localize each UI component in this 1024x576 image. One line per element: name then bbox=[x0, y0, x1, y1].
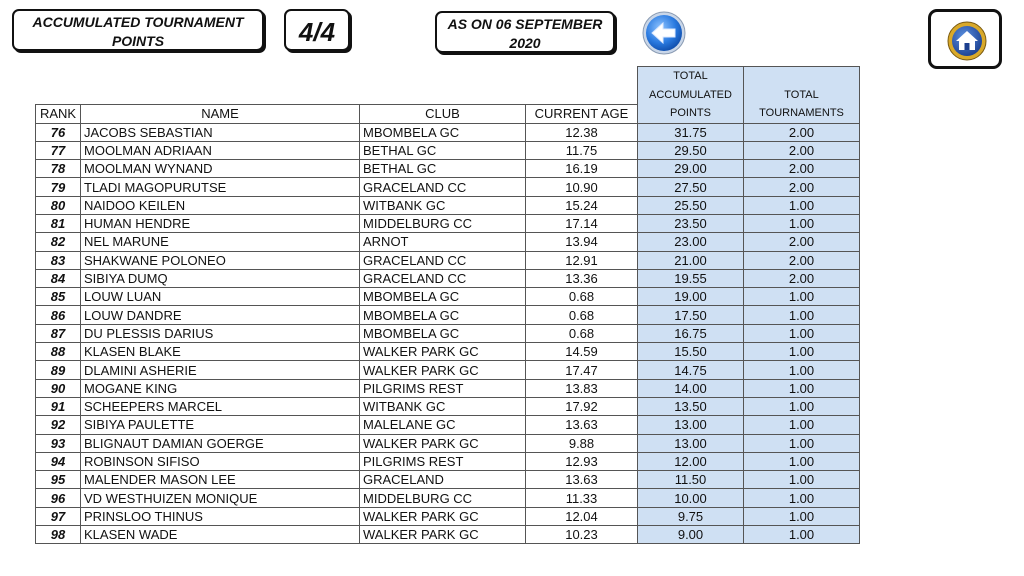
rank-cell: 95 bbox=[36, 471, 81, 489]
header-points-line-3: POINTS bbox=[638, 104, 744, 123]
rank-cell: 80 bbox=[36, 196, 81, 214]
club-cell: GRACELAND CC bbox=[360, 178, 526, 196]
rank-cell: 93 bbox=[36, 434, 81, 452]
age-cell: 14.59 bbox=[526, 343, 638, 361]
table-row bbox=[36, 324, 860, 342]
rank-cell: 89 bbox=[36, 361, 81, 379]
rank-cell: 83 bbox=[36, 251, 81, 269]
name-cell: SIBIYA DUMQ bbox=[81, 269, 360, 287]
points-cell: 9.75 bbox=[638, 507, 744, 525]
rank-cell: 87 bbox=[36, 324, 81, 342]
tournaments-cell: 2.00 bbox=[744, 160, 860, 178]
title-line-2: POINTS bbox=[111, 33, 165, 49]
age-cell: 17.92 bbox=[526, 397, 638, 415]
table-row bbox=[36, 196, 860, 214]
name-cell: JACOBS SEBASTIAN bbox=[81, 123, 360, 141]
tournaments-cell: 2.00 bbox=[744, 123, 860, 141]
club-cell: WALKER PARK GC bbox=[360, 343, 526, 361]
rank-cell: 78 bbox=[36, 160, 81, 178]
name-cell: SCHEEPERS MARCEL bbox=[81, 397, 360, 415]
club-cell: WALKER PARK GC bbox=[360, 361, 526, 379]
points-cell: 15.50 bbox=[638, 343, 744, 361]
name-cell: NEL MARUNE bbox=[81, 233, 360, 251]
table-row bbox=[36, 489, 860, 507]
club-cell: GRACELAND CC bbox=[360, 251, 526, 269]
club-cell: BETHAL GC bbox=[360, 160, 526, 178]
rank-cell: 82 bbox=[36, 233, 81, 251]
title-box bbox=[12, 9, 264, 51]
points-cell: 10.00 bbox=[638, 489, 744, 507]
club-cell: MBOMBELA GC bbox=[360, 288, 526, 306]
header-tournaments-top bbox=[744, 67, 860, 86]
table-body bbox=[36, 123, 860, 544]
points-cell: 19.55 bbox=[638, 269, 744, 287]
age-cell: 12.38 bbox=[526, 123, 638, 141]
tournaments-cell: 1.00 bbox=[744, 343, 860, 361]
table-row bbox=[36, 452, 860, 470]
tournaments-cell: 1.00 bbox=[744, 507, 860, 525]
age-cell: 12.93 bbox=[526, 452, 638, 470]
tournaments-cell: 1.00 bbox=[744, 288, 860, 306]
table-row bbox=[36, 306, 860, 324]
table-row bbox=[36, 343, 860, 361]
header-age: CURRENT AGE bbox=[526, 104, 638, 123]
name-cell: MALENDER MASON LEE bbox=[81, 471, 360, 489]
age-cell: 12.04 bbox=[526, 507, 638, 525]
name-cell: MOGANE KING bbox=[81, 379, 360, 397]
header-points-line-2: ACCUMULATED bbox=[638, 86, 744, 105]
points-cell: 16.75 bbox=[638, 324, 744, 342]
tournaments-cell: 1.00 bbox=[744, 324, 860, 342]
age-cell: 13.63 bbox=[526, 416, 638, 434]
name-cell: PRINSLOO THINUS bbox=[81, 507, 360, 525]
date-line-2: 2020 bbox=[509, 35, 541, 51]
back-button[interactable] bbox=[641, 10, 687, 56]
date-line-1: AS ON 06 SEPTEMBER bbox=[447, 16, 603, 32]
page-indicator: 4/4 bbox=[284, 9, 350, 51]
rank-cell: 76 bbox=[36, 123, 81, 141]
points-cell: 13.00 bbox=[638, 416, 744, 434]
club-cell: GRACELAND CC bbox=[360, 269, 526, 287]
club-cell: ARNOT bbox=[360, 233, 526, 251]
club-cell: MBOMBELA GC bbox=[360, 324, 526, 342]
tournaments-cell: 1.00 bbox=[744, 214, 860, 232]
name-cell: DU PLESSIS DARIUS bbox=[81, 324, 360, 342]
age-cell: 13.63 bbox=[526, 471, 638, 489]
rank-cell: 97 bbox=[36, 507, 81, 525]
points-cell: 25.50 bbox=[638, 196, 744, 214]
tournaments-cell: 1.00 bbox=[744, 361, 860, 379]
header-tournaments-line-1: TOTAL bbox=[744, 86, 860, 105]
age-cell: 13.94 bbox=[526, 233, 638, 251]
age-cell: 0.68 bbox=[526, 306, 638, 324]
table-row bbox=[36, 526, 860, 544]
header-points-line-1: TOTAL bbox=[638, 67, 744, 86]
points-cell: 29.50 bbox=[638, 141, 744, 159]
age-cell: 13.83 bbox=[526, 379, 638, 397]
header-rank: RANK bbox=[36, 104, 81, 123]
table-row bbox=[36, 214, 860, 232]
points-cell: 14.75 bbox=[638, 361, 744, 379]
home-button[interactable] bbox=[928, 9, 1002, 69]
points-cell: 11.50 bbox=[638, 471, 744, 489]
table-row bbox=[36, 416, 860, 434]
age-cell: 0.68 bbox=[526, 288, 638, 306]
rank-cell: 90 bbox=[36, 379, 81, 397]
age-cell: 11.33 bbox=[526, 489, 638, 507]
points-cell: 21.00 bbox=[638, 251, 744, 269]
rank-cell: 92 bbox=[36, 416, 81, 434]
tournaments-cell: 1.00 bbox=[744, 489, 860, 507]
name-cell: DLAMINI ASHERIE bbox=[81, 361, 360, 379]
tournaments-cell: 1.00 bbox=[744, 471, 860, 489]
date-box bbox=[435, 11, 615, 53]
club-cell: WITBANK GC bbox=[360, 196, 526, 214]
table-row bbox=[36, 233, 860, 251]
rank-cell: 85 bbox=[36, 288, 81, 306]
tournaments-cell: 2.00 bbox=[744, 269, 860, 287]
table-row bbox=[36, 178, 860, 196]
table-row bbox=[36, 269, 860, 287]
name-cell: SHAKWANE POLONEO bbox=[81, 251, 360, 269]
club-cell: MBOMBELA GC bbox=[360, 123, 526, 141]
table-row bbox=[36, 507, 860, 525]
age-cell: 17.47 bbox=[526, 361, 638, 379]
table-row bbox=[36, 160, 860, 178]
club-cell: MBOMBELA GC bbox=[360, 306, 526, 324]
tournaments-cell: 1.00 bbox=[744, 452, 860, 470]
club-cell: PILGRIMS REST bbox=[360, 379, 526, 397]
rank-cell: 96 bbox=[36, 489, 81, 507]
table-row bbox=[36, 123, 860, 141]
name-cell: SIBIYA PAULETTE bbox=[81, 416, 360, 434]
name-cell: MOOLMAN ADRIAAN bbox=[81, 141, 360, 159]
tournaments-cell: 1.00 bbox=[744, 526, 860, 544]
table-row bbox=[36, 361, 860, 379]
home-icon bbox=[947, 21, 987, 61]
points-cell: 23.50 bbox=[638, 214, 744, 232]
age-cell: 10.90 bbox=[526, 178, 638, 196]
rank-cell: 94 bbox=[36, 452, 81, 470]
name-cell: HUMAN HENDRE bbox=[81, 214, 360, 232]
table-row bbox=[36, 288, 860, 306]
club-cell: WITBANK GC bbox=[360, 397, 526, 415]
club-cell: WALKER PARK GC bbox=[360, 507, 526, 525]
points-cell: 23.00 bbox=[638, 233, 744, 251]
points-cell: 19.00 bbox=[638, 288, 744, 306]
tournaments-cell: 1.00 bbox=[744, 416, 860, 434]
age-cell: 13.36 bbox=[526, 269, 638, 287]
club-cell: BETHAL GC bbox=[360, 141, 526, 159]
name-cell: MOOLMAN WYNAND bbox=[81, 160, 360, 178]
points-cell: 9.00 bbox=[638, 526, 744, 544]
rank-cell: 86 bbox=[36, 306, 81, 324]
header-name: NAME bbox=[81, 104, 360, 123]
ranking-table bbox=[35, 66, 860, 544]
name-cell: BLIGNAUT DAMIAN GOERGE bbox=[81, 434, 360, 452]
title-line-1: ACCUMULATED TOURNAMENT bbox=[32, 14, 244, 30]
points-cell: 14.00 bbox=[638, 379, 744, 397]
age-cell: 16.19 bbox=[526, 160, 638, 178]
tournaments-cell: 1.00 bbox=[744, 434, 860, 452]
name-cell: KLASEN WADE bbox=[81, 526, 360, 544]
tournaments-cell: 1.00 bbox=[744, 196, 860, 214]
name-cell: NAIDOO KEILEN bbox=[81, 196, 360, 214]
name-cell: LOUW DANDRE bbox=[81, 306, 360, 324]
tournaments-cell: 1.00 bbox=[744, 306, 860, 324]
age-cell: 12.91 bbox=[526, 251, 638, 269]
table-row bbox=[36, 379, 860, 397]
club-cell: WALKER PARK GC bbox=[360, 526, 526, 544]
club-cell: MALELANE GC bbox=[360, 416, 526, 434]
rank-cell: 79 bbox=[36, 178, 81, 196]
club-cell: WALKER PARK GC bbox=[360, 434, 526, 452]
age-cell: 0.68 bbox=[526, 324, 638, 342]
points-cell: 27.50 bbox=[638, 178, 744, 196]
rank-cell: 98 bbox=[36, 526, 81, 544]
tournaments-cell: 2.00 bbox=[744, 178, 860, 196]
points-cell: 29.00 bbox=[638, 160, 744, 178]
age-cell: 11.75 bbox=[526, 141, 638, 159]
rank-cell: 84 bbox=[36, 269, 81, 287]
tournaments-cell: 1.00 bbox=[744, 379, 860, 397]
points-cell: 12.00 bbox=[638, 452, 744, 470]
rank-cell: 91 bbox=[36, 397, 81, 415]
name-cell: LOUW LUAN bbox=[81, 288, 360, 306]
points-cell: 13.00 bbox=[638, 434, 744, 452]
table-row bbox=[36, 397, 860, 415]
age-cell: 15.24 bbox=[526, 196, 638, 214]
table-row bbox=[36, 251, 860, 269]
age-cell: 17.14 bbox=[526, 214, 638, 232]
tournaments-cell: 2.00 bbox=[744, 141, 860, 159]
table-row bbox=[36, 471, 860, 489]
back-arrow-icon bbox=[641, 10, 687, 56]
name-cell: KLASEN BLAKE bbox=[81, 343, 360, 361]
points-cell: 17.50 bbox=[638, 306, 744, 324]
points-cell: 13.50 bbox=[638, 397, 744, 415]
rank-cell: 77 bbox=[36, 141, 81, 159]
club-cell: MIDDELBURG CC bbox=[360, 489, 526, 507]
tournaments-cell: 2.00 bbox=[744, 251, 860, 269]
header-club: CLUB bbox=[360, 104, 526, 123]
name-cell: TLADI MAGOPURUTSE bbox=[81, 178, 360, 196]
header-tournaments-line-2: TOURNAMENTS bbox=[744, 104, 860, 123]
points-cell: 31.75 bbox=[638, 123, 744, 141]
rank-cell: 88 bbox=[36, 343, 81, 361]
name-cell: VD WESTHUIZEN MONIQUE bbox=[81, 489, 360, 507]
club-cell: GRACELAND bbox=[360, 471, 526, 489]
table-row bbox=[36, 434, 860, 452]
tournaments-cell: 2.00 bbox=[744, 233, 860, 251]
tournaments-cell: 1.00 bbox=[744, 397, 860, 415]
rank-cell: 81 bbox=[36, 214, 81, 232]
club-cell: MIDDELBURG CC bbox=[360, 214, 526, 232]
age-cell: 10.23 bbox=[526, 526, 638, 544]
table-row bbox=[36, 141, 860, 159]
age-cell: 9.88 bbox=[526, 434, 638, 452]
name-cell: ROBINSON SIFISO bbox=[81, 452, 360, 470]
club-cell: PILGRIMS REST bbox=[360, 452, 526, 470]
